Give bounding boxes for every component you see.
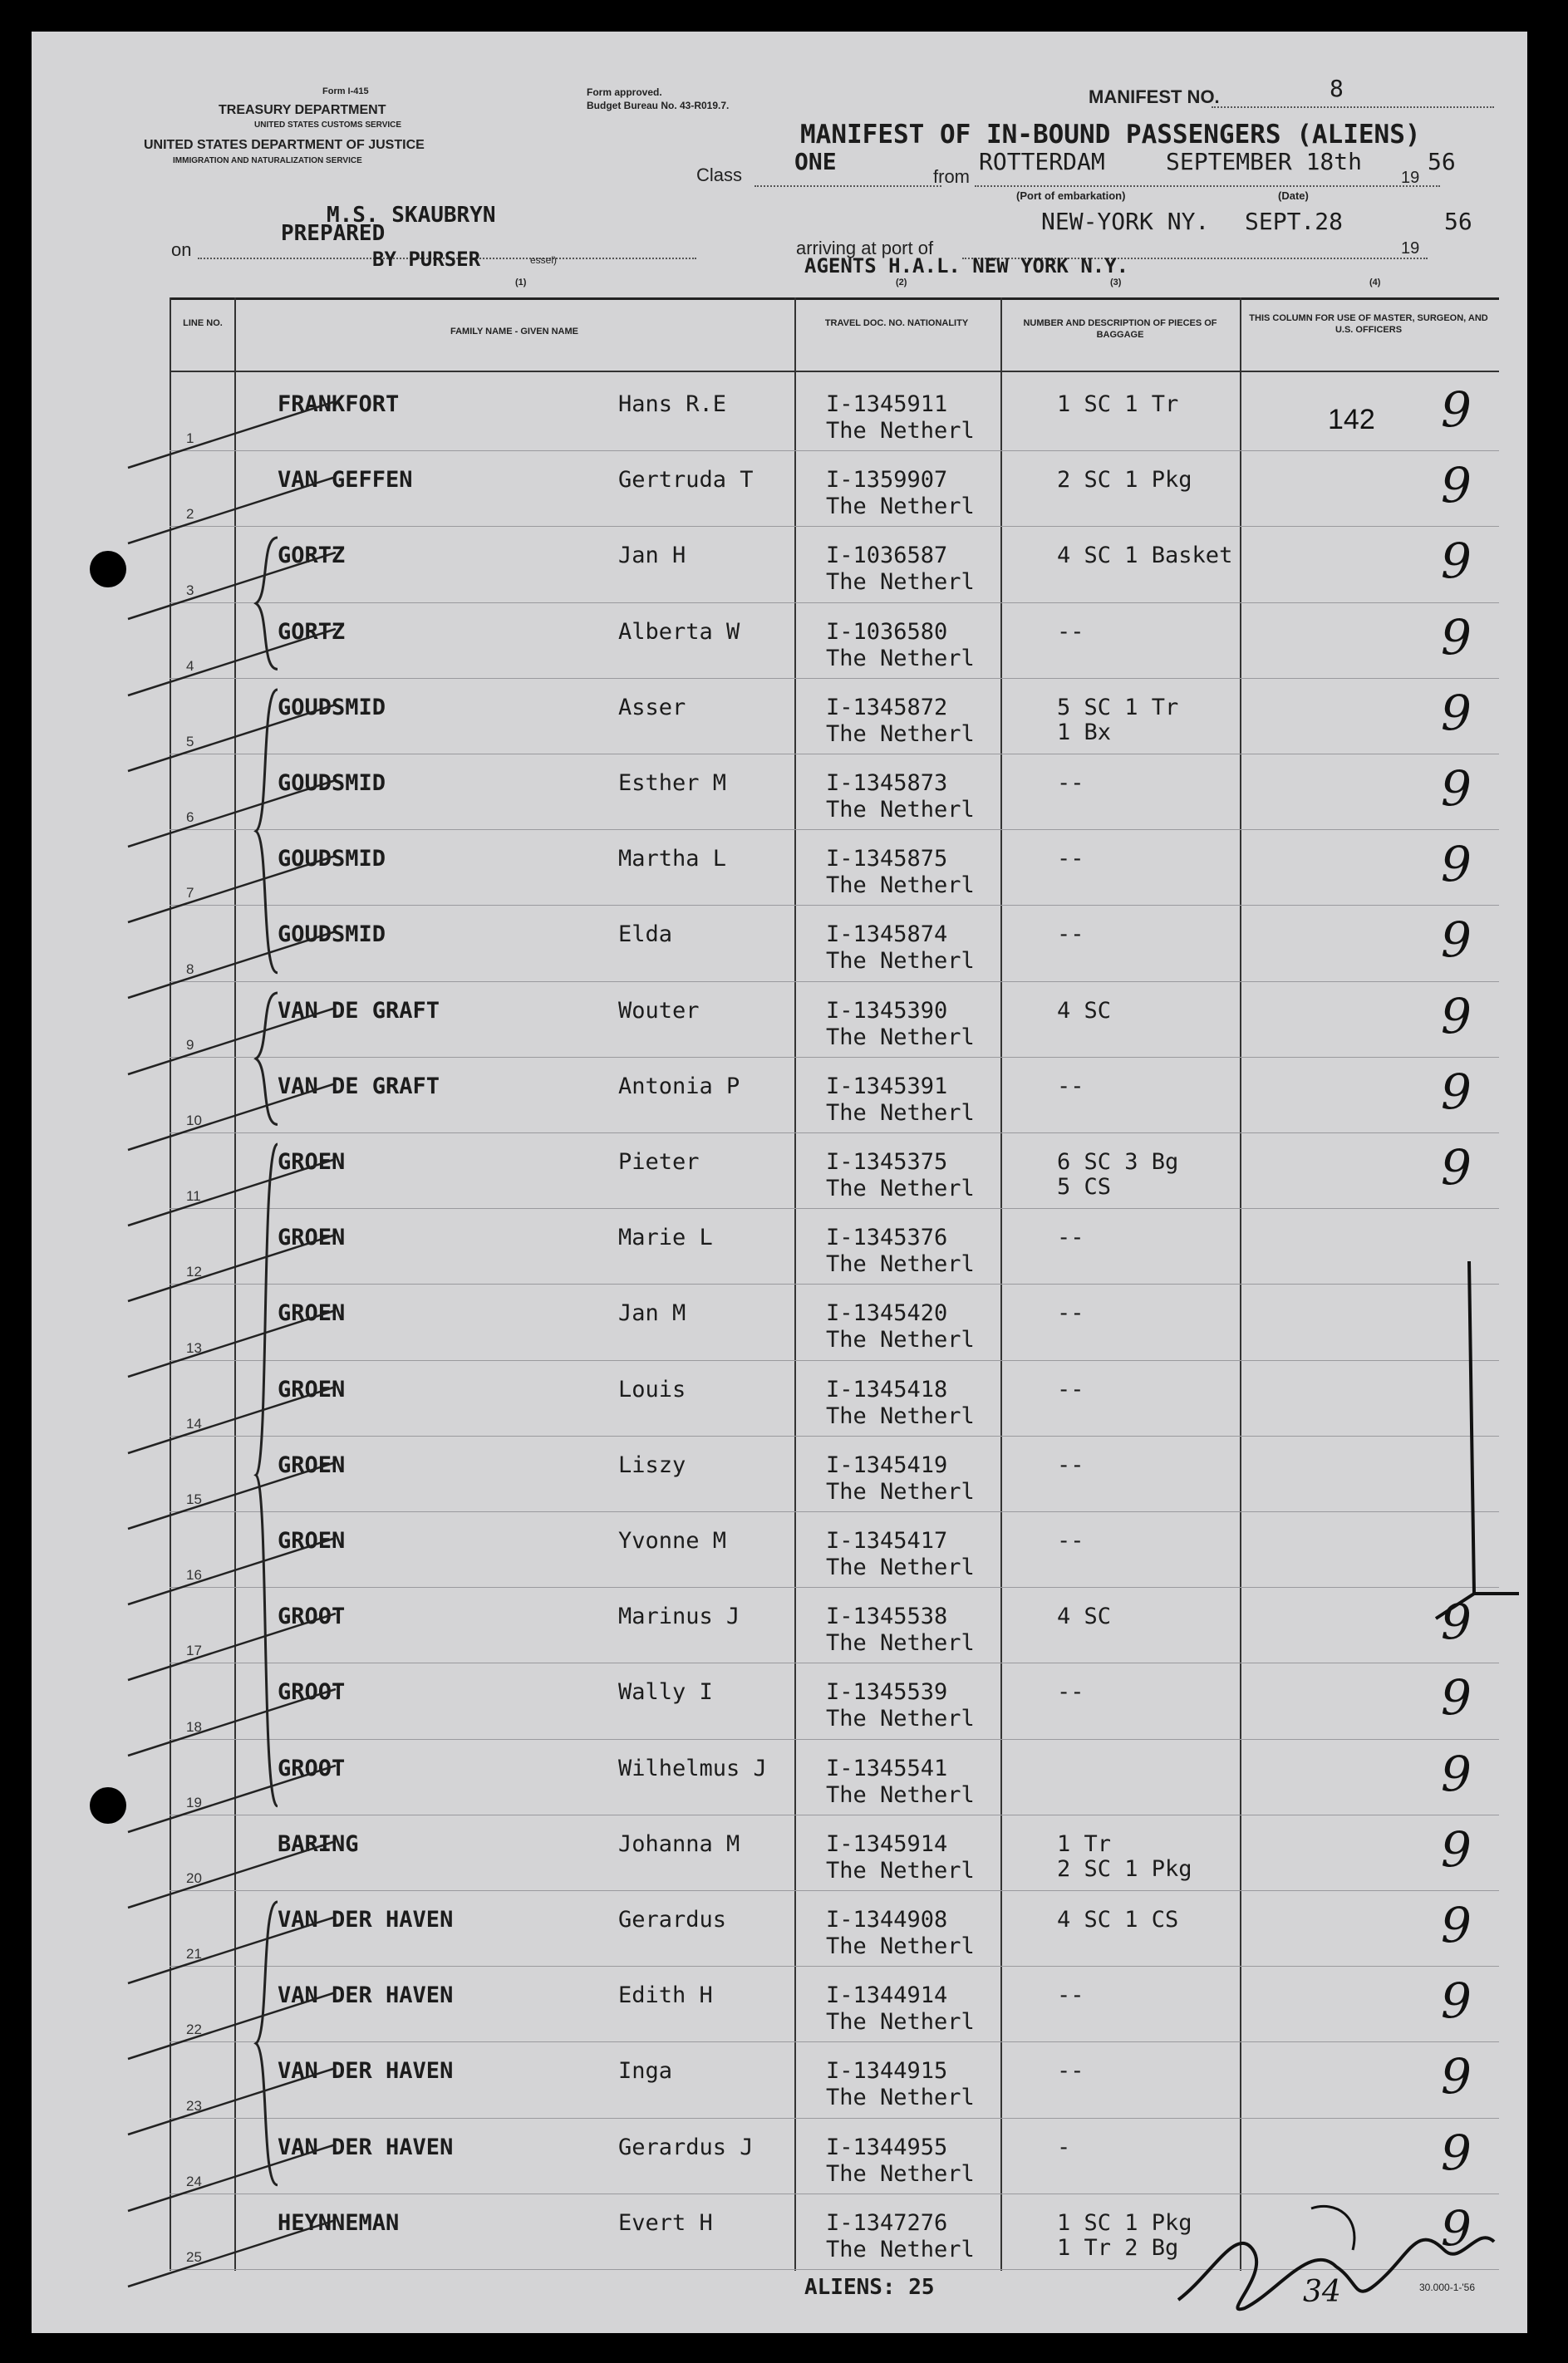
- signature: [1145, 2175, 1511, 2341]
- col4-number: (4): [1369, 278, 1381, 287]
- table-row: [170, 1892, 1499, 1968]
- family-name: GOUDSMID: [278, 846, 386, 872]
- given-name: Gerardus: [618, 1907, 727, 1933]
- table-row: [170, 1589, 1499, 1664]
- family-name: FRANKFORT: [278, 391, 400, 417]
- family-name: GOUDSMID: [278, 770, 386, 796]
- line-number: 11: [186, 1188, 201, 1205]
- travel-doc-number: I-1345419: [826, 1452, 948, 1478]
- on-label: on: [171, 239, 192, 260]
- baggage-line-2: 1 Bx: [1057, 719, 1112, 745]
- count-annotation: 142: [1328, 404, 1375, 435]
- family-name: VAN DER HAVEN: [278, 1907, 454, 1933]
- travel-doc-number: I-1345375: [826, 1149, 948, 1175]
- table-row: [170, 906, 1499, 982]
- given-name: Antonia P: [618, 1073, 740, 1099]
- nationality: The Netherl: [826, 645, 975, 671]
- vessel-name: M.S. SKAUBRYN: [327, 203, 496, 228]
- baggage-line-1: 1 Tr: [1057, 1830, 1112, 1857]
- nationality: The Netherl: [826, 948, 975, 975]
- nationality: The Netherl: [826, 1176, 975, 1201]
- nationality: The Netherl: [826, 797, 975, 823]
- line-number: 16: [186, 1567, 202, 1584]
- line-number: 24: [186, 2173, 202, 2189]
- table-row: [170, 1968, 1499, 2043]
- nationality: The Netherl: [826, 569, 975, 596]
- bracket-mark: [1394, 1228, 1527, 1643]
- travel-doc-number: I-1345538: [826, 1604, 948, 1630]
- nationality: The Netherl: [826, 872, 975, 899]
- family-brace: [253, 688, 286, 975]
- vessel-caption: essel): [530, 254, 558, 266]
- travel-doc-number: I-1345541: [826, 1755, 948, 1781]
- dept-justice-sub: IMMIGRATION AND NATURALIZATION SERVICE: [173, 156, 362, 165]
- table-row: [170, 1134, 1499, 1210]
- travel-doc-number: I-1344955: [826, 2134, 948, 2160]
- officer-check-mark: 9: [1441, 1972, 1472, 2030]
- officer-check-mark: 9: [1441, 2199, 1472, 2257]
- baggage-line-1: --: [1057, 1376, 1084, 1403]
- officer-check-mark: 9: [1441, 1139, 1472, 1196]
- baggage-line-1: --: [1057, 1452, 1084, 1478]
- col-header-line: LINE NO.: [183, 318, 223, 328]
- officer-check-mark: 9: [1441, 1897, 1472, 1953]
- travel-doc-number: I-1345873: [826, 770, 948, 796]
- arrival-year: 56: [1444, 208, 1472, 235]
- travel-doc-number: I-1345420: [826, 1300, 948, 1327]
- family-name: GROEN: [278, 1528, 346, 1554]
- line-number: 19: [186, 1794, 202, 1810]
- given-name: Johanna M: [618, 1830, 740, 1857]
- vessel-purser: BY PURSER: [372, 248, 481, 271]
- given-name: Asser: [618, 694, 686, 720]
- dept-justice: UNITED STATES DEPARTMENT OF JUSTICE: [144, 138, 425, 152]
- arrival-year-prefix: 19: [1401, 239, 1420, 258]
- baggage-line-1: --: [1057, 846, 1084, 872]
- given-name: Wally I: [618, 1679, 713, 1706]
- officer-check-mark: 9: [1441, 381, 1472, 438]
- family-brace: [253, 536, 286, 671]
- given-name: Alberta W: [618, 618, 740, 645]
- nationality: The Netherl: [826, 1781, 975, 1808]
- col-header-travel: TRAVEL DOC. NO. NATIONALITY: [824, 318, 969, 328]
- given-name: Louis: [618, 1376, 686, 1403]
- travel-doc-number: I-1345417: [826, 1528, 948, 1554]
- nationality: The Netherl: [826, 2236, 975, 2262]
- family-brace: [253, 1142, 286, 1808]
- row-divider: [170, 1132, 1499, 1133]
- table-row: [170, 1059, 1499, 1134]
- line-number: 23: [186, 2097, 202, 2114]
- baggage-line-1: --: [1057, 1225, 1084, 1251]
- travel-doc-number: I-1345391: [826, 1073, 948, 1099]
- given-name: Edith H: [618, 1982, 713, 2009]
- family-name: GROOT: [278, 1755, 346, 1781]
- arriving-label: arriving at port of: [796, 238, 934, 258]
- table-row: [170, 1362, 1499, 1437]
- family-name: VAN DE GRAFT: [278, 1073, 440, 1099]
- class-value: ONE: [794, 148, 837, 175]
- family-name: GORTZ: [278, 543, 346, 569]
- table-row: [170, 604, 1499, 680]
- nationality: The Netherl: [826, 1327, 975, 1353]
- nationality: The Netherl: [826, 1403, 975, 1429]
- nationality: The Netherl: [826, 494, 975, 520]
- travel-doc-number: I-1344908: [826, 1907, 948, 1933]
- punch-hole: [90, 1787, 126, 1824]
- row-divider: [170, 1436, 1499, 1437]
- line-number: 6: [186, 809, 194, 826]
- nationality: The Netherl: [826, 2160, 975, 2187]
- table-row: [170, 376, 1499, 452]
- travel-doc-number: I-1345874: [826, 921, 948, 948]
- officer-check-mark: 9: [1441, 684, 1472, 741]
- manifest-table: [170, 297, 1499, 2271]
- travel-doc-number: I-1036580: [826, 618, 948, 645]
- row-divider: [170, 829, 1499, 830]
- baggage-line-1: 2 SC 1 Pkg: [1057, 467, 1192, 494]
- manifest-title: MANIFEST OF IN-BOUND PASSENGERS (ALIENS): [800, 120, 1421, 150]
- row-divider: [170, 1739, 1499, 1740]
- table-row: [170, 680, 1499, 755]
- line-number: 8: [186, 960, 194, 977]
- table-row: [170, 452, 1499, 528]
- aliens-total: ALIENS: 25: [804, 2275, 935, 2300]
- line-number: 22: [186, 2022, 202, 2038]
- given-name: Hans R.E: [618, 391, 727, 417]
- col2-number: (2): [896, 278, 907, 287]
- nationality: The Netherl: [826, 1099, 975, 1126]
- table-row: [170, 1210, 1499, 1285]
- baggage-line-1: --: [1057, 770, 1084, 796]
- given-name: Evert H: [618, 2209, 713, 2236]
- row-divider: [170, 1057, 1499, 1058]
- col-header-baggage: NUMBER AND DESCRIPTION OF PIECES OF BAGGAGE: [1023, 318, 1217, 340]
- col1-number: (1): [515, 278, 527, 287]
- officer-check-mark: 9: [1441, 1594, 1472, 1651]
- given-name: Marie L: [618, 1225, 713, 1251]
- table-row: [170, 528, 1499, 603]
- row-divider: [170, 2041, 1499, 2042]
- travel-doc-number: I-1359907: [826, 467, 948, 494]
- port-embarkation: ROTTERDAM: [979, 148, 1105, 175]
- officer-check-mark: 9: [1441, 1669, 1472, 1727]
- officer-check-mark: 9: [1441, 608, 1472, 666]
- given-name: Yvonne M: [618, 1528, 727, 1554]
- class-label: Class: [696, 165, 743, 185]
- from-label: from: [933, 166, 970, 187]
- baggage-line-1: 6 SC 3 Bg: [1057, 1149, 1179, 1175]
- line-number: 7: [186, 885, 194, 901]
- line-number: 12: [186, 1264, 202, 1280]
- manifest-no: 8: [1330, 75, 1344, 102]
- nationality: The Netherl: [826, 1478, 975, 1505]
- manifest-no-label: MANIFEST NO.: [1089, 86, 1220, 107]
- travel-doc-number: I-1345390: [826, 997, 948, 1024]
- table-row: [170, 831, 1499, 906]
- nationality: The Netherl: [826, 1706, 975, 1732]
- row-divider: [170, 1890, 1499, 1891]
- family-name: GORTZ: [278, 618, 346, 645]
- year-prefix: 19: [1401, 169, 1420, 187]
- col3-number: (3): [1110, 278, 1122, 287]
- baggage-line-1: --: [1057, 1982, 1084, 2009]
- row-divider: [170, 1360, 1499, 1361]
- travel-doc-number: I-1345872: [826, 694, 948, 720]
- row-divider: [170, 2118, 1499, 2119]
- travel-doc-number: I-1345376: [826, 1225, 948, 1251]
- family-name: GOUDSMID: [278, 921, 386, 948]
- dept-treasury: TREASURY DEPARTMENT: [219, 103, 386, 117]
- table-row: [170, 1513, 1499, 1589]
- line-number: 13: [186, 1339, 202, 1356]
- family-name: GROOT: [278, 1679, 346, 1706]
- vessel-prepared: PREPARED: [281, 221, 386, 246]
- line-number: 17: [186, 1643, 202, 1659]
- travel-doc-number: I-1345539: [826, 1679, 948, 1706]
- baggage-line-2: 1 Tr 2 Bg: [1057, 2234, 1179, 2261]
- given-name: Elda: [618, 921, 673, 948]
- baggage-line-1: 1 SC 1 Pkg: [1057, 2209, 1192, 2236]
- travel-doc-number: I-1347276: [826, 2209, 948, 2236]
- officer-check-mark: 9: [1441, 2048, 1472, 2105]
- officer-check-mark: 9: [1441, 1745, 1472, 1802]
- given-name: Esther M: [618, 770, 727, 796]
- line-number: 3: [186, 582, 194, 598]
- family-name: VAN DE GRAFT: [278, 997, 440, 1024]
- agents-line: AGENTS H.A.L. NEW YORK N.Y.: [804, 254, 1129, 278]
- baggage-line-1: 4 SC: [1057, 1604, 1112, 1630]
- officer-check-mark: 9: [1441, 457, 1472, 514]
- row-divider: [170, 1587, 1499, 1588]
- family-name: VAN GEFFEN: [278, 467, 413, 494]
- given-name: Liszy: [618, 1452, 686, 1478]
- row-divider: [170, 905, 1499, 906]
- baggage-line-1: --: [1057, 2058, 1084, 2085]
- baggage-line-1: 4 SC: [1057, 997, 1112, 1024]
- punch-hole: [90, 551, 126, 587]
- print-code: 30.000-1-'56: [1419, 2282, 1476, 2293]
- form-number: Form I-415: [322, 86, 369, 96]
- dept-treasury-sub: UNITED STATES CUSTOMS SERVICE: [254, 120, 402, 130]
- nationality: The Netherl: [826, 1024, 975, 1050]
- nationality: The Netherl: [826, 418, 975, 444]
- nationality: The Netherl: [826, 720, 975, 747]
- line-number: 20: [186, 1869, 202, 1886]
- line-number: 9: [186, 1036, 194, 1053]
- travel-doc-number: I-1345418: [826, 1376, 948, 1403]
- family-name: VAN DER HAVEN: [278, 2058, 454, 2085]
- baggage-line-2: 2 SC 1 Pkg: [1057, 1855, 1192, 1882]
- row-divider: [170, 1511, 1499, 1512]
- embark-date: SEPTEMBER 18th: [1166, 148, 1363, 175]
- arrival-date: SEPT.28: [1245, 208, 1344, 235]
- row-divider: [170, 526, 1499, 527]
- baggage-line-1: --: [1057, 921, 1084, 948]
- baggage-line-1: 5 SC 1 Tr: [1057, 694, 1179, 720]
- budget-bureau: Budget Bureau No. 43-R019.7.: [587, 100, 730, 111]
- row-divider: [170, 678, 1499, 679]
- family-name: GROEN: [278, 1149, 346, 1175]
- baggage-line-1: --: [1057, 618, 1084, 645]
- line-number: 15: [186, 1491, 202, 1507]
- row-divider: [170, 981, 1499, 982]
- family-brace: [253, 991, 286, 1126]
- line-number: 2: [186, 506, 194, 523]
- col-header-officers: THIS COLUMN FOR USE OF MASTER, SURGEON, AND U.S. OFFICERS: [1249, 313, 1488, 335]
- family-brace: [253, 1900, 286, 2187]
- line-number: 10: [186, 1112, 202, 1128]
- row-divider: [170, 450, 1499, 451]
- baggage-line-1: 4 SC 1 Basket: [1057, 543, 1233, 569]
- family-name: GROOT: [278, 1604, 346, 1630]
- row-divider: [170, 1966, 1499, 1967]
- given-name: Gertruda T: [618, 467, 754, 494]
- family-name: HEYNNEMAN: [278, 2209, 400, 2236]
- given-name: Jan H: [618, 543, 686, 569]
- travel-doc-number: I-1344915: [826, 2058, 948, 2085]
- officer-check-mark: 9: [1441, 1063, 1472, 1120]
- officer-check-mark: 9: [1441, 836, 1472, 893]
- family-name: VAN DER HAVEN: [278, 1982, 454, 2009]
- baggage-line-1: --: [1057, 1528, 1084, 1554]
- given-name: Jan M: [618, 1300, 686, 1327]
- arrival-port: NEW-YORK NY.: [1041, 208, 1210, 235]
- family-name: GROEN: [278, 1300, 346, 1327]
- travel-doc-number: I-1345875: [826, 846, 948, 872]
- row-divider: [170, 1284, 1499, 1285]
- given-name: Pieter: [618, 1149, 700, 1175]
- table-row: [170, 1285, 1499, 1361]
- family-name: BARING: [278, 1830, 359, 1857]
- nationality: The Netherl: [826, 1555, 975, 1580]
- officer-check-mark: 9: [1441, 2124, 1472, 2181]
- family-name: GOUDSMID: [278, 694, 386, 720]
- nationality: The Netherl: [826, 1630, 975, 1657]
- baggage-line-1: --: [1057, 1679, 1084, 1706]
- nationality: The Netherl: [826, 2085, 975, 2111]
- family-name: VAN DER HAVEN: [278, 2134, 454, 2160]
- table-row: [170, 1437, 1499, 1513]
- officer-check-mark: 9: [1441, 1820, 1472, 1878]
- baggage-line-1: --: [1057, 1300, 1084, 1327]
- family-name: GROEN: [278, 1225, 346, 1251]
- travel-doc-number: I-1345914: [826, 1830, 948, 1857]
- line-number: 14: [186, 1415, 202, 1432]
- line-number: 1: [186, 430, 194, 447]
- baggage-line-2: 5 CS: [1057, 1174, 1112, 1200]
- travel-doc-number: I-1036587: [826, 543, 948, 569]
- embark-year: 56: [1428, 148, 1456, 175]
- nationality: The Netherl: [826, 1857, 975, 1884]
- port-caption: (Port of embarkation): [1016, 189, 1126, 202]
- baggage-line-1: --: [1057, 1073, 1084, 1099]
- manifest-page: [32, 32, 1527, 2333]
- given-name: Wilhelmus J: [618, 1755, 767, 1781]
- row-divider: [170, 602, 1499, 603]
- signature-note: 34: [1303, 2275, 1341, 2309]
- table-row: [170, 755, 1499, 831]
- nationality: The Netherl: [826, 2009, 975, 2036]
- line-number: 5: [186, 733, 194, 749]
- travel-doc-number: I-1345911: [826, 391, 948, 417]
- family-name: GROEN: [278, 1452, 346, 1478]
- given-name: Gerardus J: [618, 2134, 754, 2160]
- officer-check-mark: 9: [1441, 533, 1472, 590]
- given-name: Martha L: [618, 846, 727, 872]
- travel-doc-number: I-1344914: [826, 1982, 948, 2009]
- line-number: 4: [186, 657, 194, 674]
- given-name: Wouter: [618, 997, 700, 1024]
- baggage-line-1: 1 SC 1 Tr: [1057, 391, 1179, 417]
- line-number: 21: [186, 1946, 202, 1963]
- officer-check-mark: 9: [1441, 987, 1472, 1044]
- baggage-line-1: -: [1057, 2134, 1071, 2160]
- baggage-line-1: 4 SC 1 CS: [1057, 1907, 1179, 1933]
- line-number: 18: [186, 1718, 202, 1735]
- col-header-name: FAMILY NAME - GIVEN NAME: [450, 327, 579, 337]
- row-divider: [170, 1208, 1499, 1209]
- nationality: The Netherl: [826, 1251, 975, 1278]
- table-row: [170, 1664, 1499, 1740]
- family-name: GROEN: [278, 1376, 346, 1403]
- given-name: Marinus J: [618, 1604, 740, 1630]
- given-name: Inga: [618, 2058, 673, 2085]
- form-approved: Form approved.: [587, 86, 662, 98]
- date-caption: (Date): [1278, 189, 1309, 202]
- nationality: The Netherl: [826, 1933, 975, 1959]
- officer-check-mark: 9: [1441, 760, 1472, 817]
- table-row: [170, 1816, 1499, 1892]
- table-row: [170, 983, 1499, 1059]
- table-row: [170, 2043, 1499, 2119]
- check-slash-mark: [120, 2203, 369, 2303]
- line-number: 25: [186, 2248, 202, 2265]
- officer-check-mark: 9: [1441, 911, 1472, 969]
- table-row: [170, 1741, 1499, 1816]
